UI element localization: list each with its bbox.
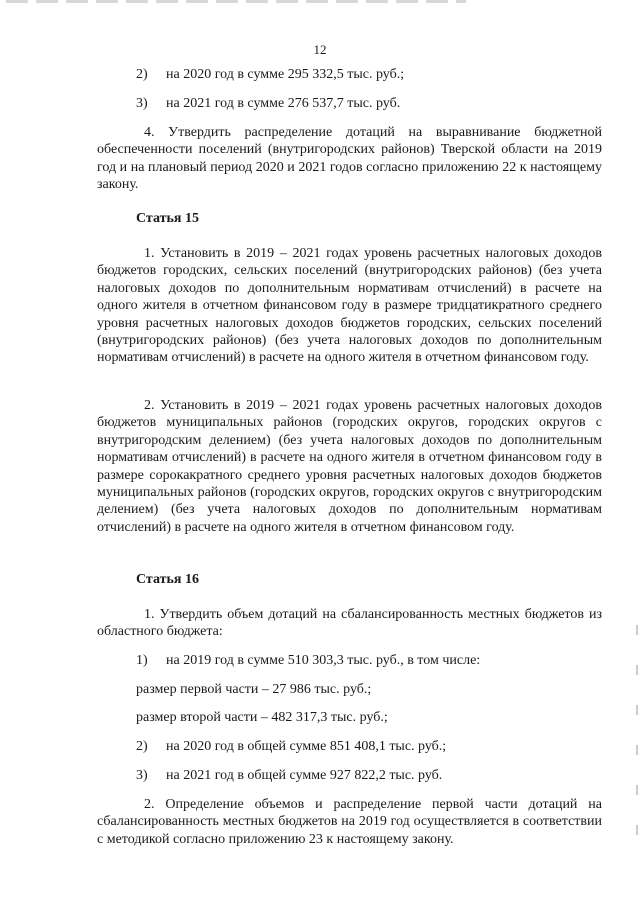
article-16-paragraph-2: 2. Определение объемов и распределение первой части дотаций на сбалансированность местных бюджетов на 2019 год осуществляется в соответствии с методикой согласно приложению 23 к настоящему закону. (97, 797, 602, 847)
list-item-text: на 2019 год в сумме 510 303,3 тыс. руб., в том числе: (166, 653, 481, 668)
list-item-number: 3) (136, 768, 148, 783)
list-item (136, 95, 400, 112)
scan-artifact-top (6, 0, 466, 3)
scan-artifact-right (636, 625, 638, 845)
list-item (136, 767, 442, 784)
list-item-number: 1) (136, 653, 148, 668)
list-item-number: 2) (136, 739, 148, 754)
sub-item-second-part: размер второй части – 482 317,3 тыс. руб.; (136, 710, 388, 725)
page-number: 12 (313, 42, 327, 57)
list-item-text: на 2020 год в сумме 295 332,5 тыс. руб.; (166, 67, 405, 82)
article-16-paragraph-1: 1. Утвердить объем дотаций на сбалансированность местных бюджетов из областного бюджета: (97, 607, 602, 640)
article-15-paragraph-2: 2. Установить в 2019 – 2021 годах уровень расчетных налоговых доходов бюджетов муниципальных районов (городских округов, городских округов с внутригородским делением) (без учета налоговых доходов по дополнительным нормативам отчислений) в расчете на одного жителя в отчетном финансовом году в размере сорокакратного среднего уровня расчетных налоговых доходов бюджетов муниципальных районов (городских округов, городских округов с внутригородским делением) (без учета налоговых доходов по дополнительным нормативам отчислений) в расчете на одного жителя в отчетном финансовом году. (97, 398, 602, 535)
list-item-text: на 2020 год в общей сумме 851 408,1 тыс. руб.; (166, 739, 447, 754)
article-15-heading: Статья 15 (136, 211, 199, 226)
list-item-text: на 2021 год в сумме 276 537,7 тыс. руб. (166, 96, 401, 111)
article-16-heading: Статья 16 (136, 572, 199, 587)
list-item (136, 738, 446, 755)
paragraph-4: 4. Утвердить распределение дотаций на выравнивание бюджетной обеспеченности поселений (внутригородских районов) Тверской области на 2019 год и на плановый период 2020 и 2021 годов согласно приложению 22 к настоящему закону. (97, 125, 602, 193)
list-item (136, 652, 480, 669)
list-item-number: 3) (136, 96, 148, 111)
list-item-text: на 2021 год в общей сумме 927 822,2 тыс. руб. (166, 768, 443, 783)
sub-item-first-part: размер первой части – 27 986 тыс. руб.; (136, 682, 372, 697)
list-item-number: 2) (136, 67, 148, 82)
article-15-paragraph-1: 1. Установить в 2019 – 2021 годах уровень расчетных налоговых доходов бюджетов городских, сельских поселений (внутригородских районов) (без учета налоговых доходов по дополнительным нормативам отчислений) в расчете на одного жителя в отчетном финансовом году в размере тридцатикратного среднего уровня расчетных налоговых доходов бюджетов городских, сельских поселений (внутригородских районов) (без учета налоговых доходов по дополнительным нормативам отчислений) в расчете на одного жителя в отчетном финансовом году. (97, 246, 602, 366)
list-item (136, 66, 404, 83)
